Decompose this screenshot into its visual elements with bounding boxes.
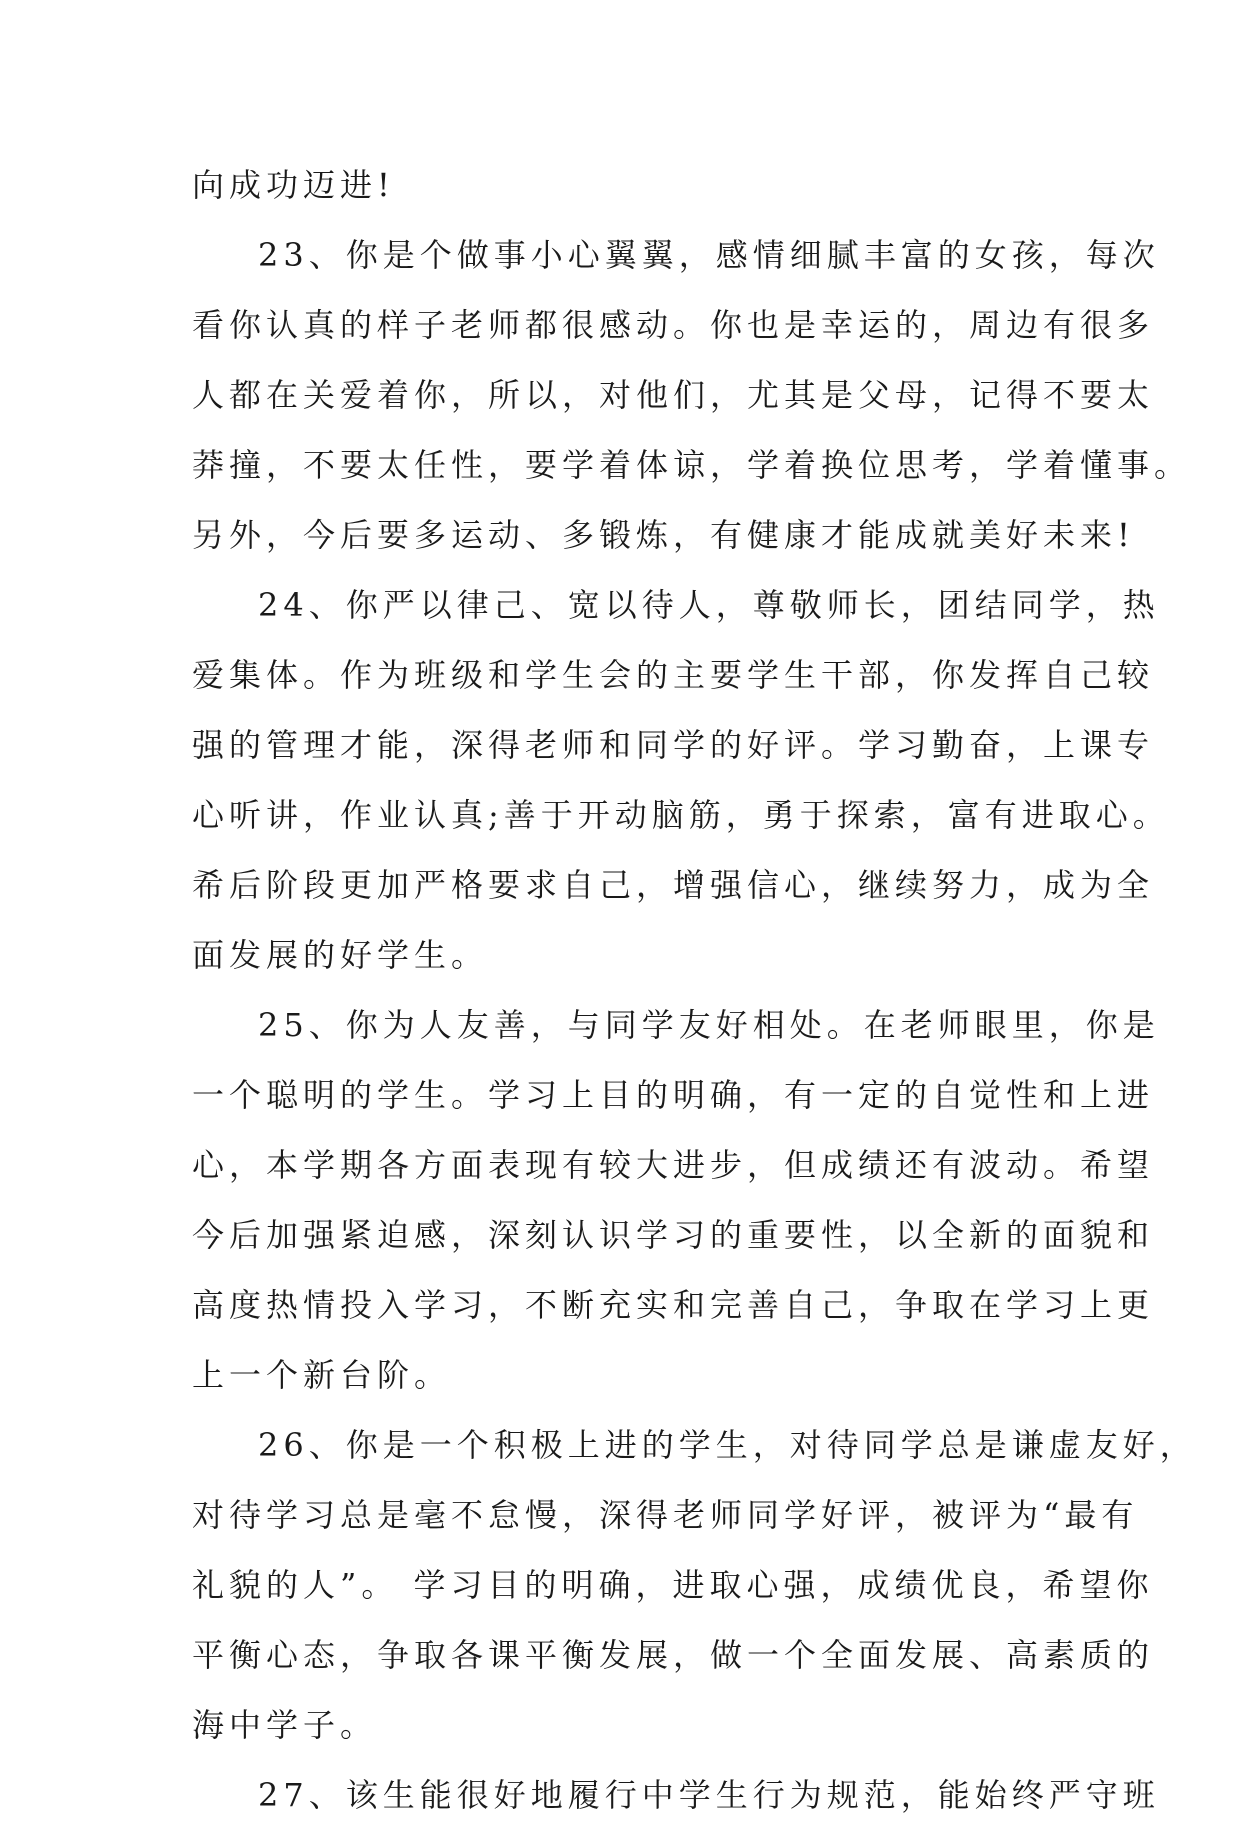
text-line: 上一个新台阶。: [192, 1356, 452, 1394]
text-line: 对待学习总是毫不怠慢，深得老师同学好评，被评为“最有: [192, 1496, 1139, 1534]
text-line: 向成功迈进!: [192, 166, 395, 204]
text-line: 莽撞，不要太任性，要学着体谅，学着换位思考，学着懂事。: [192, 446, 1192, 484]
text-line: 平衡心态，争取各课平衡发展，做一个全面发展、高素质的: [192, 1636, 1155, 1674]
text-line: 心，本学期各方面表现有较大进步，但成绩还有波动。希望: [192, 1146, 1155, 1184]
text-line: 希后阶段更加严格要求自己，增强信心，继续努力，成为全: [192, 866, 1155, 904]
paragraph-start-25: 25、你为人友善，与同学友好相处。在老师眼里，你是: [258, 1006, 1160, 1044]
text-line: 人都在关爱着你，所以，对他们，尤其是父母，记得不要太: [192, 376, 1155, 414]
text-line: 海中学子。: [192, 1706, 378, 1744]
text-line: 高度热情投入学习，不断充实和完善自己，争取在学习上更: [192, 1286, 1155, 1324]
paragraph-start-27: 27、该生能很好地履行中学生行为规范，能始终严守班: [258, 1776, 1160, 1814]
paragraph-start-24: 24、你严以律己、宽以待人，尊敬师长，团结同学，热: [258, 586, 1160, 624]
text-line: 强的管理才能，深得老师和同学的好评。学习勤奋，上课专: [192, 726, 1155, 764]
text-line: 一个聪明的学生。学习上目的明确，有一定的自觉性和上进: [192, 1076, 1155, 1114]
document-body: [192, 150, 1197, 1830]
text-line: 今后加强紧迫感，深刻认识学习的重要性，以全新的面貌和: [192, 1216, 1155, 1254]
paragraph-start-26: 26、你是一个积极上进的学生，对待同学总是谦虚友好，: [258, 1426, 1197, 1464]
text-line: 礼貌的人”。 学习目的明确，进取心强，成绩优良，希望你: [192, 1566, 1154, 1604]
paragraph-start-23: 23、你是个做事小心翼翼，感情细腻丰富的女孩，每次: [258, 236, 1160, 274]
text-line: 另外，今后要多运动、多锻炼，有健康才能成就美好未来!: [192, 516, 1135, 554]
text-line: 爱集体。作为班级和学生会的主要学生干部，你发挥自己较: [192, 656, 1155, 694]
text-line: 看你认真的样子老师都很感动。你也是幸运的，周边有很多: [192, 306, 1155, 344]
text-line: 面发展的好学生。: [192, 936, 489, 974]
text-line: 心听讲，作业认真;善于开动脑筋，勇于探索，富有进取心。: [192, 796, 1170, 834]
